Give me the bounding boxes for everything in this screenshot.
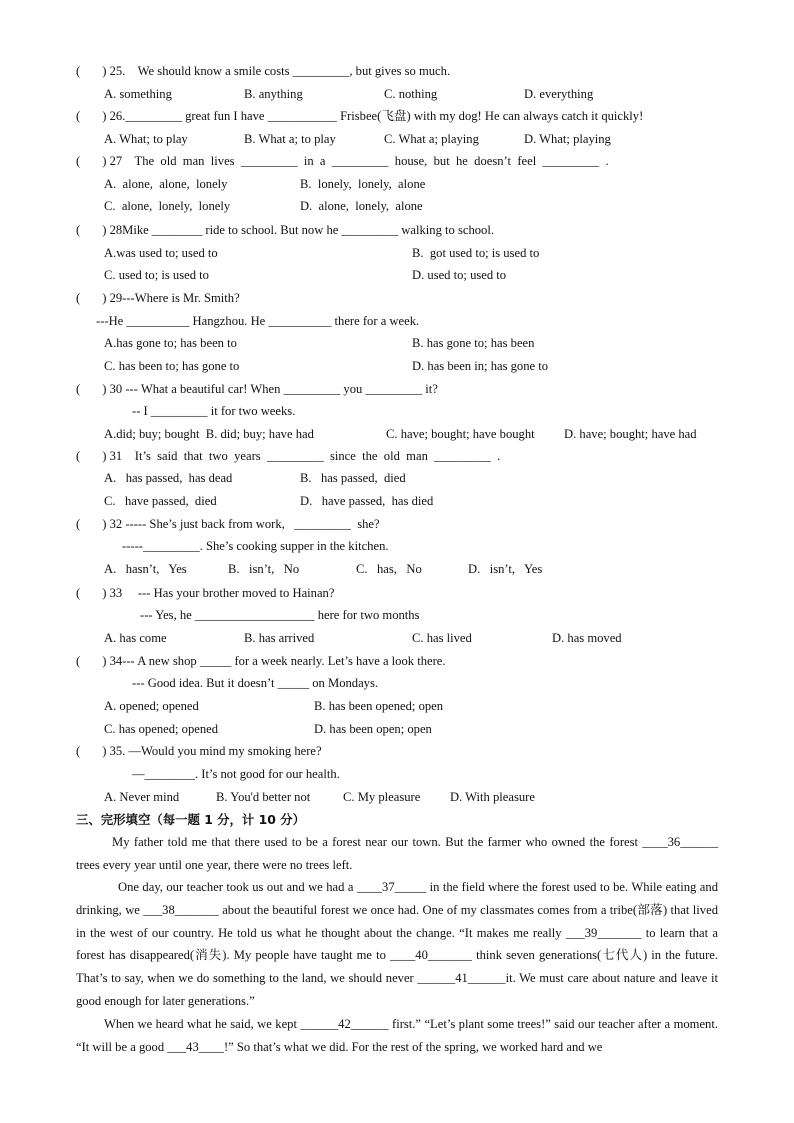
q35-option-a[interactable]: A. Never mind xyxy=(104,790,180,804)
q25-option-b[interactable]: B. anything xyxy=(244,87,303,101)
q35-option-d[interactable]: D. With pleasure xyxy=(450,790,535,804)
q34-option-c[interactable]: C. has opened; opened xyxy=(104,722,219,736)
q25-option-a[interactable]: A. something xyxy=(104,87,172,101)
q29-option-a[interactable]: A.has gone to; has been to xyxy=(104,336,237,350)
q31-option-d[interactable]: D. have passed, has died xyxy=(300,494,434,508)
cloze-paragraph-2-text: One day, our teacher took us out and we had a ____37_____ in the field where the forest used to be. While eating and drinking, we ___38_______ about the beautiful forest we once had. One of my classmates comes from a tribe(部落) that lived in the west of our country. He told us what he thought about the change. “It makes me really ___39_______ to learn that a forest has disappeared(消失). My people have taught me to ____40_______ think seven generations(七代人) in the future. That’s to say, when we do something to the land, we should never ______41______it. We must care about nature and leave it good enough for later generations.” xyxy=(76,880,718,1008)
cloze-paragraph-3-text: When we heard what he said, we kept ______42______ first.” “Let’s plant some trees!” said our teacher after a moment. “It will be a good ___43____!” So that’s what we did. For the rest of the spring, we worked hard and we xyxy=(76,1017,718,1054)
q33-option-a[interactable]: A. has come xyxy=(104,631,167,645)
cloze-paragraph-1 xyxy=(76,831,718,877)
q28-option-c[interactable]: C. used to; is used to xyxy=(104,268,209,282)
question-29-dialogue: ---He __________ Hangzhou. He __________ there for a week. xyxy=(96,314,420,328)
q29-option-d[interactable]: D. has been in; has gone to xyxy=(412,359,549,373)
question-29-stem: ( ) 29---Where is Mr. Smith? xyxy=(76,291,240,305)
q31-option-b[interactable]: B. has passed, died xyxy=(300,471,406,485)
q27-option-d[interactable]: D. alone, lonely, alone xyxy=(300,199,423,213)
q34-option-a[interactable]: A. opened; opened xyxy=(104,699,199,713)
q29-option-b[interactable]: B. has gone to; has been xyxy=(412,336,535,350)
q30-option-ab[interactable]: A.did; buy; bought B. did; buy; have had xyxy=(104,427,314,441)
q26-option-c[interactable]: C. What a; playing xyxy=(384,132,479,146)
q33-option-c[interactable]: C. has lived xyxy=(412,631,472,645)
question-34-stem: ( ) 34--- A new shop _____ for a week nearly. Let’s have a look there. xyxy=(76,654,446,668)
question-32-stem: ( ) 32 ----- She’s just back from work, _________ she? xyxy=(76,517,380,531)
question-27-stem: ( ) 27 The old man lives _________ in a _________ house, but he doesn’t feel _________ . xyxy=(76,154,609,168)
q26-option-b[interactable]: B. What a; to play xyxy=(244,132,336,146)
section-3-title: 三、完形填空（每一题 1 分，计 10 分） xyxy=(76,812,305,827)
question-30-stem: ( ) 30 --- What a beautiful car! When _________ you _________ it? xyxy=(76,382,438,396)
question-33-dialogue: --- Yes, he ___________________ here for two months xyxy=(140,608,420,622)
q26-option-d[interactable]: D. What; playing xyxy=(524,132,611,146)
q34-option-b[interactable]: B. has been opened; open xyxy=(314,699,444,713)
q27-option-a[interactable]: A. alone, alone, lonely xyxy=(104,177,228,191)
q27-option-c[interactable]: C. alone, lonely, lonely xyxy=(104,199,231,213)
cloze-paragraph-2 xyxy=(76,876,718,1013)
q30-option-c[interactable]: C. have; bought; have bought xyxy=(386,427,535,441)
q32-option-a[interactable]: A. hasn’t, Yes xyxy=(104,562,187,576)
question-32-dialogue: -----_________. She’s cooking supper in the kitchen. xyxy=(122,539,389,553)
q25-option-d[interactable]: D. everything xyxy=(524,87,594,101)
q28-option-a[interactable]: A.was used to; used to xyxy=(104,246,218,260)
q25-option-c[interactable]: C. nothing xyxy=(384,87,438,101)
question-25-stem: ( ) 25. We should know a smile costs _________, but gives so much. xyxy=(76,64,451,78)
q32-option-b[interactable]: B. isn’t, No xyxy=(228,562,300,576)
question-33-stem: ( ) 33 --- Has your brother moved to Hainan? xyxy=(76,586,335,600)
q28-option-b[interactable]: B. got used to; is used to xyxy=(412,246,540,260)
cloze-paragraph-3 xyxy=(76,1013,718,1059)
q32-option-c[interactable]: C. has, No xyxy=(356,562,422,576)
q26-option-a[interactable]: A. What; to play xyxy=(104,132,188,146)
q27-option-b[interactable]: B. lonely, lonely, alone xyxy=(300,177,426,191)
q31-option-a[interactable]: A. has passed, has dead xyxy=(104,471,233,485)
question-28-stem: ( ) 28Mike ________ ride to school. But now he _________ walking to school. xyxy=(76,223,495,237)
q35-option-c[interactable]: C. My pleasure xyxy=(343,790,421,804)
question-26-stem: ( ) 26._________ great fun I have ___________ Frisbee(飞盘) with my dog! He can always catch it quickly! xyxy=(76,109,644,123)
q34-option-d[interactable]: D. has been open; open xyxy=(314,722,432,736)
question-35-stem: ( ) 35. —Would you mind my smoking here? xyxy=(76,744,322,758)
q31-option-c[interactable]: C. have passed, died xyxy=(104,494,217,508)
q35-option-b[interactable]: B. You'd better not xyxy=(216,790,311,804)
question-31-stem: ( ) 31 It’s said that two years _________ since the old man _________ . xyxy=(76,449,501,463)
q33-option-d[interactable]: D. has moved xyxy=(552,631,622,645)
q28-option-d[interactable]: D. used to; used to xyxy=(412,268,507,282)
question-30-dialogue: -- I _________ it for two weeks. xyxy=(132,404,296,418)
question-35-dialogue: —________. It’s not good for our health. xyxy=(132,767,340,781)
cloze-paragraph-1-text: My father told me that there used to be a forest near our town. But the farmer who owned the forest ____36______ trees every year until one year, there were no trees left. xyxy=(76,835,718,872)
question-34-dialogue: --- Good idea. But it doesn’t _____ on Mondays. xyxy=(132,676,379,690)
q30-option-d[interactable]: D. have; bought; have had xyxy=(564,427,697,441)
q29-option-c[interactable]: C. has been to; has gone to xyxy=(104,359,240,373)
q32-option-d[interactable]: D. isn’t, Yes xyxy=(468,562,543,576)
q33-option-b[interactable]: B. has arrived xyxy=(244,631,315,645)
